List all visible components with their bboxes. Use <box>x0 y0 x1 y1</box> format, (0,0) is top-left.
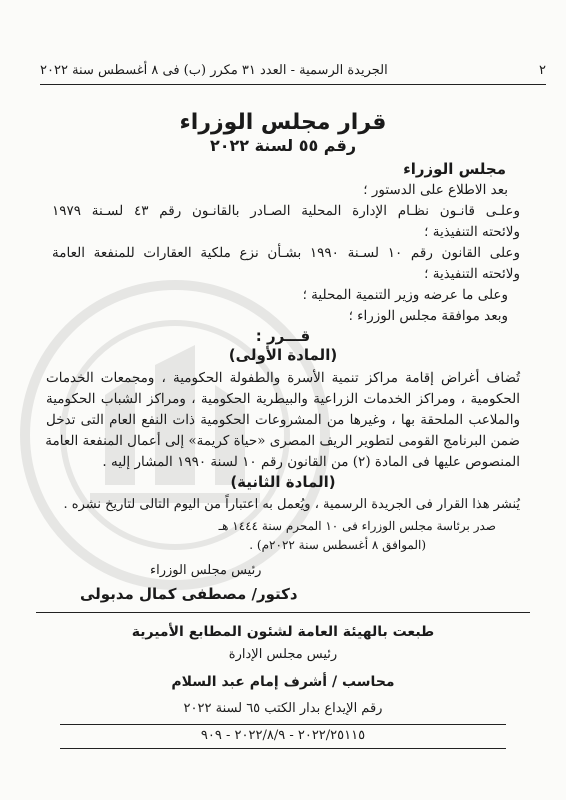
article-1-line: والملاعب الملحقة بها ، وغيرها من المشروعات الحكومية ذات النفع العام التى تدخل <box>46 412 520 428</box>
section-rule <box>36 612 530 613</box>
header-rule <box>40 84 546 85</box>
deposit-number: رقم الإيداع بدار الكتب ٦٥ لسنة ٢٠٢٢ <box>183 701 383 716</box>
board-chair-name: محاسب / أشرف إمام عبد السلام <box>171 674 395 690</box>
preamble-line: ولائحته التنفيذية ؛ <box>424 266 520 282</box>
page-number: ٢ <box>539 62 546 78</box>
article-1-line: الحكومية ، ومراكز الخدمات الزراعية والبيطرية الحكومية ، ومراكز الشباب الحكومية <box>46 391 520 407</box>
print-code: ٢٠٢٢/٢٥١١٥ - ٢٠٢٢/٨/٩ - ٩٠٩ <box>200 728 366 743</box>
decree-number: رقم ٥٥ لسنة ٢٠٢٢ <box>209 136 357 155</box>
article-1-line: ضمن البرنامج القومى لتطوير الريف المصرى «حياة كريمة» إلى أعمال المنفعة العامة <box>45 433 520 449</box>
article-1-line: تُضاف أغراض إقامة مراكز تنمية الأسرة والطفولة الحكومية ، ومجمعات الخدمات <box>46 370 520 386</box>
issued-date-line: (الموافق ٨ أغسطس سنة ٢٠٢٢م) . <box>249 538 426 552</box>
printer-name: طبعت بالهيئة العامة لشئون المطابع الأميرية <box>131 624 435 640</box>
article-2-title: (المادة الثانية) <box>230 473 336 491</box>
preamble-line: وعلـى قانـون نظـام الإدارة المحلية الصـادر بالقانـون رقم ٤٣ لسـنة ١٩٧٩ <box>52 203 520 219</box>
article-1-line: المنصوص عليها فى المادة (٢) من القانون رقم ١٠ لسنة ١٩٩٠ المشار إليه . <box>102 454 520 470</box>
preamble-line: بعد الاطلاع على الدستور ؛ <box>363 182 508 198</box>
issuer-heading: مجلس الوزراء <box>403 160 506 178</box>
running-title: الجريدة الرسمية - العدد ٣١ مكرر (ب) فى ٨ أغسطس سنة ٢٠٢٢ <box>40 62 388 78</box>
footer-rule <box>60 748 506 749</box>
footer-rule <box>60 724 506 725</box>
preamble-line: وعلى ما عرضه وزير التنمية المحلية ؛ <box>302 287 508 303</box>
signatory-title: رئيس مجلس الوزراء <box>150 563 262 578</box>
article-2-text: يُنشر هذا القرار فى الجريدة الرسمية ، ويُعمل به اعتباراً من اليوم التالى لتاريخ نشره . <box>63 497 520 512</box>
article-1-title: (المادة الأولى) <box>228 346 338 364</box>
decree-title: قرار مجلس الوزراء <box>179 110 387 135</box>
running-header <box>40 60 546 80</box>
preamble-line: وبعد موافقة مجلس الوزراء ؛ <box>348 308 508 324</box>
signatory-name: دكتور/ مصطفى كمال مدبولى <box>80 585 298 603</box>
preamble-line: ولائحته التنفيذية ؛ <box>424 224 520 240</box>
issued-date-line: صدر برئاسة مجلس الوزراء فى ١٠ المحرم سنة ١٤٤٤ هـ <box>218 519 496 533</box>
board-chair-title: رئيس مجلس الإدارة <box>228 647 338 662</box>
preamble-line: وعلى القانون رقم ١٠ لسـنة ١٩٩٠ بشـأن نزع ملكية العقارات للمنفعة العامة <box>52 245 520 261</box>
decided-label: قـــرر : <box>255 327 311 345</box>
